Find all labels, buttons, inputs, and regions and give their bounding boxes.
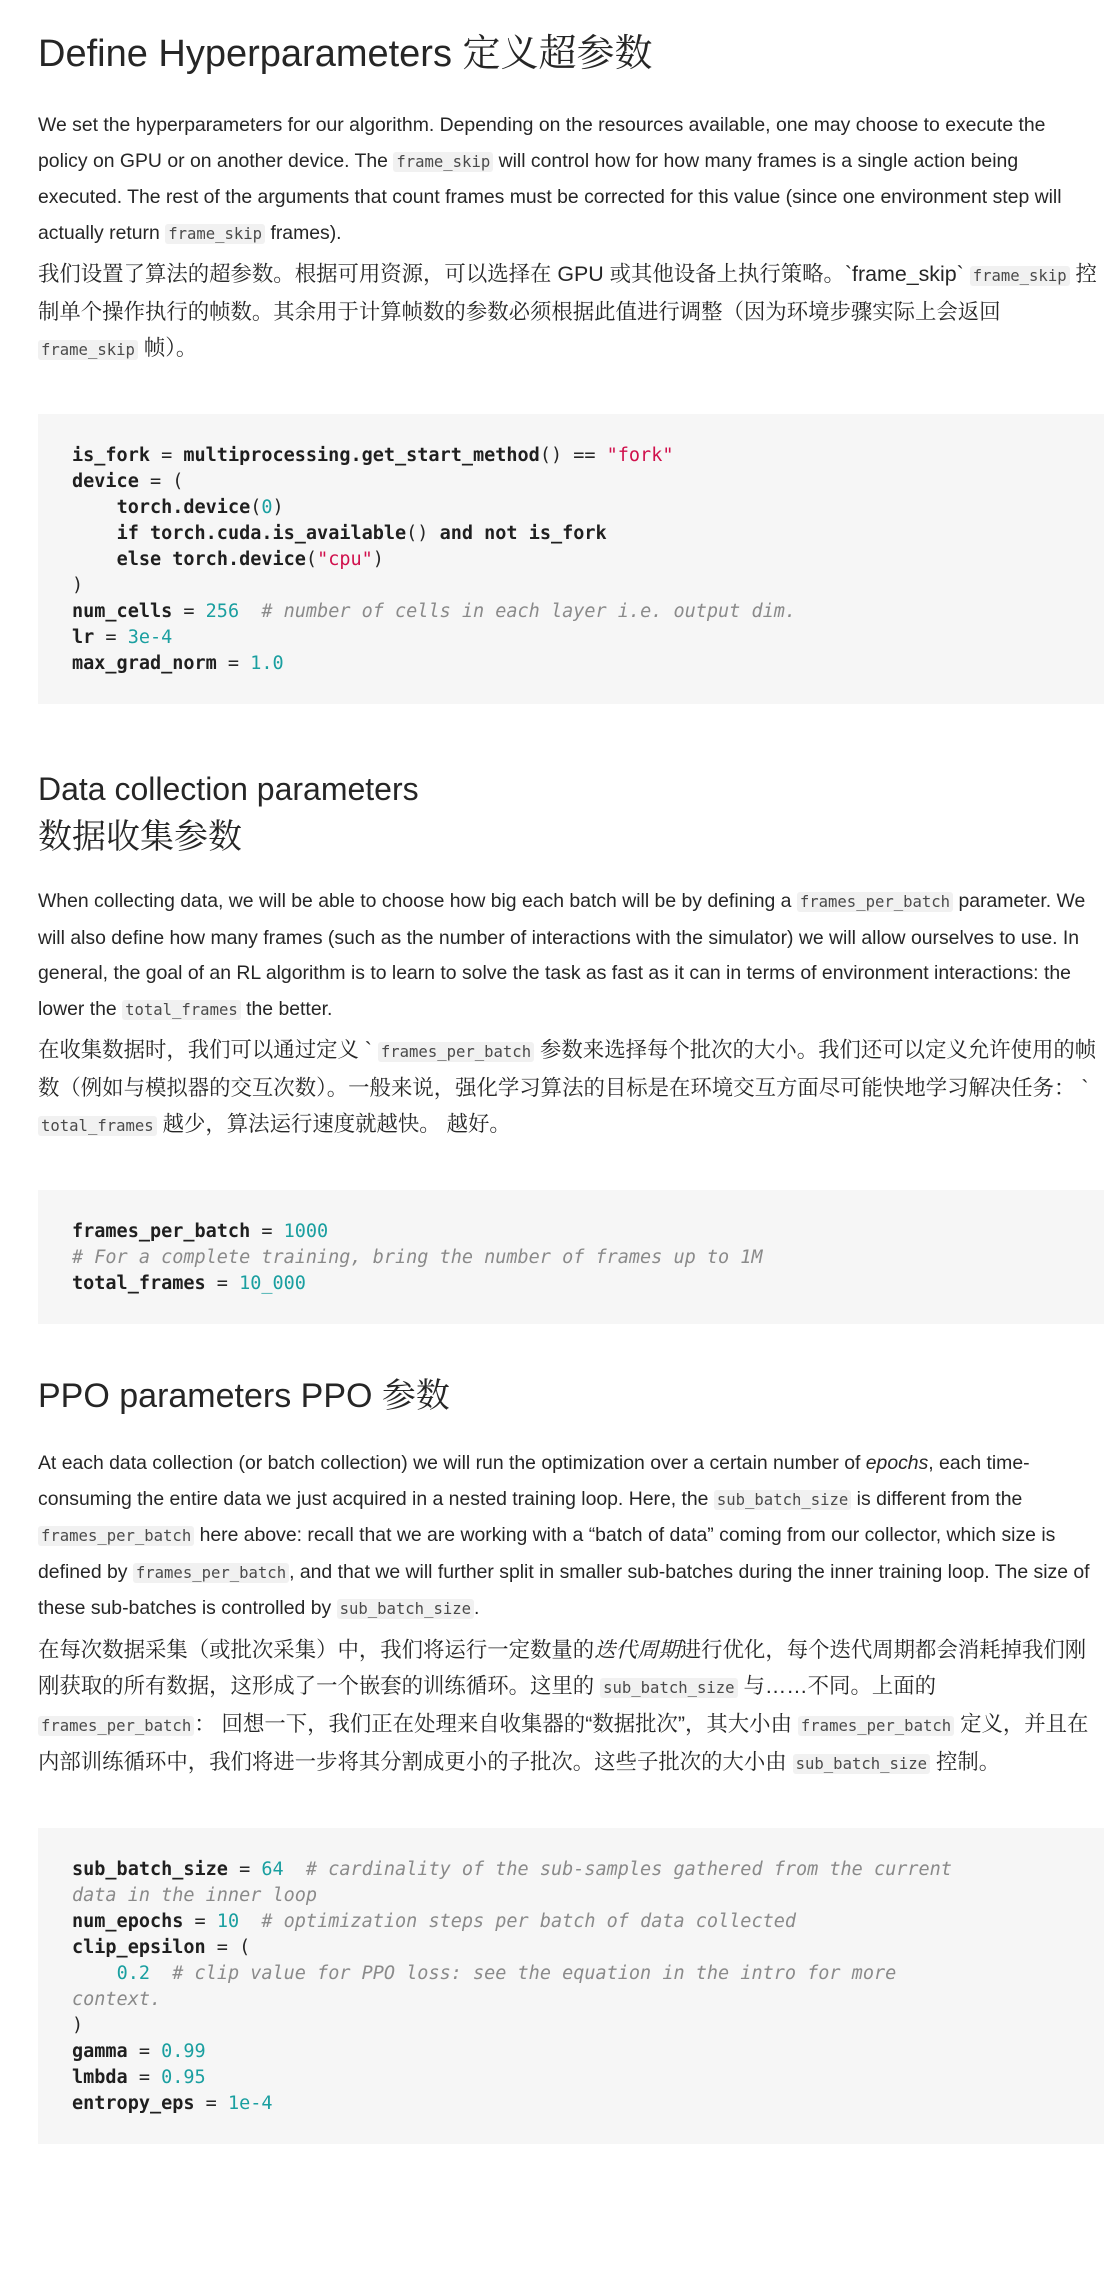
code-token: num_epochs bbox=[72, 1910, 184, 1932]
code-line bbox=[72, 573, 1104, 599]
code-block-data-collection[interactable] bbox=[38, 1190, 1104, 1324]
code-token: 0.95 bbox=[161, 2066, 206, 2088]
code-token: ) bbox=[72, 2014, 84, 2036]
inline-code: sub_batch_size bbox=[600, 1678, 737, 1698]
code-token: if bbox=[116, 523, 139, 544]
text-run: the better. bbox=[240, 997, 333, 1020]
text-run: 控制。 bbox=[930, 1749, 1001, 1774]
text-run: frames). bbox=[265, 221, 342, 244]
text-run: 进行优化，每个迭代周期都会消耗掉我们刚刚获取的所有数据，这形成了一个嵌套的训练循环。这里的 bbox=[38, 1637, 1087, 1698]
code-line bbox=[72, 599, 1104, 625]
code-token: # For a complete training, bring the number of frames up to 1M bbox=[72, 1247, 763, 1268]
hyper-paragraph-en bbox=[38, 108, 1100, 252]
code-token bbox=[473, 523, 484, 544]
code-token: () == bbox=[539, 445, 607, 466]
code-token: multiprocessing.get_start_method bbox=[183, 445, 540, 466]
code-token: # clip value for PPO loss: see the equation in the intro for more bbox=[172, 1962, 897, 1984]
code-token: = bbox=[216, 653, 251, 674]
code-token: clip_epsilon bbox=[72, 1936, 206, 1958]
code-token: frames_per_batch bbox=[72, 1221, 251, 1242]
code-token: lr bbox=[72, 627, 95, 648]
data-paragraph-zh bbox=[38, 1032, 1100, 1144]
code-line bbox=[72, 521, 1104, 547]
text-run: 参数来选择每个批次的大小。我们还可以定义允许使用的帧数（例如与模拟器的交互次数）。一般来说，强化学习算法的目标是在环境交互方面尽可能快地学习解决任务： ` bbox=[38, 1038, 1097, 1100]
code-token: () bbox=[406, 523, 440, 544]
inline-code: frames_per_batch bbox=[797, 892, 953, 912]
code-token bbox=[72, 549, 117, 570]
inline-code: frame_skip bbox=[38, 340, 138, 360]
code-token: = bbox=[94, 627, 128, 648]
code-token: 256 bbox=[205, 601, 240, 622]
code-line bbox=[72, 1271, 1104, 1297]
code-token: # number of cells in each layer i.e. output dim. bbox=[261, 601, 796, 622]
code-line bbox=[72, 2065, 1104, 2091]
code-token: ) bbox=[272, 497, 284, 518]
code-token: not bbox=[484, 523, 518, 544]
text-run: We set the hyperparameters for our algorithm. Depending on the resources available, one may choose to execute the policy on GPU or on another device. The bbox=[38, 114, 1046, 172]
code-token: 10 bbox=[216, 1910, 240, 1932]
code-token: total_frames bbox=[72, 1273, 206, 1294]
code-token: entropy_eps bbox=[72, 2092, 195, 2114]
code-token: # cardinality of the sub-samples gathered from the current bbox=[305, 1858, 952, 1880]
code-token: 0 bbox=[261, 497, 273, 518]
code-line bbox=[72, 2013, 1104, 2039]
code-line bbox=[72, 1909, 1104, 1935]
text-run: 定义，并且在内部训练循环中，我们将进一步将其分割成更小的子批次。这些子批次的大小由 bbox=[38, 1711, 1089, 1774]
code-block-ppo[interactable] bbox=[38, 1828, 1104, 2144]
code-token: ) bbox=[372, 549, 384, 570]
code-token: torch.cuda.is_available bbox=[149, 523, 407, 544]
inline-code: frames_per_batch bbox=[38, 1526, 194, 1546]
code-token: num_cells bbox=[72, 601, 173, 622]
text-run: 在收集数据时，我们可以通过定义 ` bbox=[38, 1038, 378, 1062]
text-run: 越少，算法运行速度就越快。 越好。 bbox=[156, 1112, 511, 1136]
text-run: will control how for how many frames is a single action being executed. The rest of the arguments that count frames must be corrected for this value (since one environment step will actually return bbox=[38, 149, 1062, 244]
emphasis-epochs: epochs bbox=[865, 1452, 929, 1474]
code-line bbox=[72, 1857, 1104, 1883]
text-run: here above: recall that we are working with a “batch of data” coming from our collector, which size is defined by bbox=[38, 1524, 1056, 1583]
code-line bbox=[72, 1935, 1104, 1961]
inline-code: sub_batch_size bbox=[714, 1490, 851, 1510]
code-token: = bbox=[127, 2040, 162, 2062]
code-token bbox=[72, 1963, 117, 1984]
section-title-hyperparameters: Define Hyperparameters 定义超参数 bbox=[38, 33, 653, 75]
code-token: ( bbox=[250, 497, 262, 518]
code-token: 1e-4 bbox=[227, 2092, 273, 2114]
text-run: . bbox=[474, 1597, 480, 1619]
inline-code: frame_skip bbox=[165, 224, 265, 244]
code-token: = bbox=[194, 2092, 228, 2114]
code-token: gamma bbox=[72, 2040, 128, 2062]
ppo-paragraph-zh bbox=[38, 1632, 1100, 1782]
code-line bbox=[72, 1987, 1104, 2013]
code-token: "fork" bbox=[606, 445, 674, 466]
code-token: lmbda bbox=[72, 2066, 128, 2088]
ppo-paragraph-en bbox=[38, 1446, 1100, 1628]
text-run: At each data collection (or batch collection) we will run the optimization over a certain number of bbox=[38, 1452, 866, 1474]
code-token: = bbox=[205, 1273, 240, 1294]
inline-code: frames_per_batch bbox=[38, 1716, 194, 1736]
code-token bbox=[284, 1859, 306, 1880]
code-block-hyperparameters[interactable] bbox=[38, 414, 1104, 704]
code-token bbox=[72, 523, 117, 544]
code-line bbox=[72, 1961, 1104, 1987]
code-line bbox=[72, 1245, 1104, 1271]
code-token: 10_000 bbox=[239, 1273, 306, 1294]
text-run: , each time-consuming the entire data we just acquired in a nested training loop. Here, the bbox=[38, 1452, 1030, 1510]
section-title-data-collection-zh: 数据收集参数 bbox=[38, 818, 242, 856]
code-token bbox=[72, 497, 117, 518]
code-line bbox=[72, 651, 1104, 677]
section-title-data-collection: Data collection parameters bbox=[38, 771, 419, 807]
code-token: = ( bbox=[138, 471, 184, 492]
code-token bbox=[239, 1911, 261, 1932]
code-line bbox=[72, 443, 1104, 469]
code-token: 1.0 bbox=[250, 653, 284, 674]
inline-code: frames_per_batch bbox=[378, 1042, 534, 1062]
code-token: ( bbox=[305, 549, 318, 570]
code-token: torch.device bbox=[172, 549, 306, 570]
text-run: 控制单个操作执行的帧数。其余用于计算帧数的参数必须根据此值进行调整（因为环境步骤实际上会返回 bbox=[38, 262, 1097, 324]
code-token: = bbox=[172, 601, 206, 622]
code-line bbox=[72, 469, 1104, 495]
inline-code: sub_batch_size bbox=[337, 1599, 474, 1619]
inline-code: frames_per_batch bbox=[133, 1563, 289, 1583]
code-token: else bbox=[116, 549, 162, 570]
code-line bbox=[72, 495, 1104, 521]
text-run: 在每次数据采集（或批次采集）中，我们将运行一定数量的 bbox=[38, 1637, 595, 1662]
text-run: 帧）。 bbox=[137, 336, 198, 360]
code-token: = bbox=[183, 1910, 217, 1932]
code-token: and bbox=[439, 523, 474, 544]
code-token: context. bbox=[72, 1988, 162, 2010]
text-run: When collecting data, we will be able to choose how big each batch will be by defining a bbox=[38, 890, 797, 912]
code-token: ) bbox=[72, 575, 84, 596]
data-paragraph-en bbox=[38, 884, 1100, 1028]
code-line bbox=[72, 2039, 1104, 2065]
code-token bbox=[161, 549, 172, 570]
code-token: sub_batch_size bbox=[72, 1858, 228, 1880]
inline-code: sub_batch_size bbox=[793, 1754, 930, 1774]
code-token bbox=[239, 601, 261, 622]
code-token: # optimization steps per batch of data collected bbox=[261, 1910, 796, 1932]
code-line bbox=[72, 625, 1104, 651]
code-token: max_grad_norm bbox=[72, 653, 217, 674]
code-line bbox=[72, 1883, 1104, 1909]
text-run: , and that we will further split in smaller sub-batches during the inner training loop. The size of these sub-batches is controlled by bbox=[38, 1560, 1090, 1619]
hyper-paragraph-zh bbox=[38, 256, 1100, 368]
emphasis-epochs-zh: 迭代周期 bbox=[594, 1637, 680, 1662]
text-run: 与……不同。上面的 bbox=[737, 1673, 937, 1698]
code-token: 0.99 bbox=[161, 2040, 206, 2062]
code-token: data in the inner loop bbox=[72, 1884, 318, 1906]
text-run: is different from the bbox=[851, 1487, 1023, 1510]
code-token: 64 bbox=[261, 1858, 284, 1880]
text-run: 我们设置了算法的超参数。根据可用资源，可以选择在 GPU 或其他设备上执行策略。`frame_skip` bbox=[38, 262, 970, 286]
inline-code: frame_skip bbox=[393, 152, 493, 172]
code-line bbox=[72, 1219, 1104, 1245]
code-token: 3e-4 bbox=[127, 627, 173, 648]
code-token: is_fork bbox=[72, 445, 150, 466]
code-line bbox=[72, 2091, 1104, 2117]
inline-code: frames_per_batch bbox=[798, 1716, 954, 1736]
code-line bbox=[72, 547, 1104, 573]
code-token: = bbox=[250, 1221, 284, 1242]
code-token: = ( bbox=[205, 1936, 251, 1958]
code-token: 0.2 bbox=[116, 1962, 150, 1984]
text-run: parameter. We will also define how many frames (such as the number of interactions with the simulator) we will allow ourselves to use. In general, the goal of an RL algorithm is to learn to solve the task as fast as it can in terms of environment interactions: the lower the bbox=[38, 890, 1086, 1020]
section-title-ppo: PPO parameters PPO 参数 bbox=[38, 1377, 450, 1415]
code-token: = bbox=[227, 1858, 262, 1880]
code-token bbox=[518, 523, 529, 544]
code-token: = bbox=[149, 445, 184, 466]
code-token: 1000 bbox=[283, 1221, 329, 1242]
inline-code: frame_skip bbox=[970, 266, 1070, 286]
code-token bbox=[150, 1963, 172, 1984]
code-token: "cpu" bbox=[317, 549, 373, 570]
inline-code: total_frames bbox=[38, 1116, 157, 1136]
code-token bbox=[139, 523, 150, 544]
inline-code: total_frames bbox=[122, 1000, 241, 1020]
code-token: torch.device bbox=[116, 497, 251, 518]
code-token: is_fork bbox=[528, 523, 607, 544]
code-token: device bbox=[72, 471, 139, 492]
text-run: ： 回想一下，我们正在处理来自收集器的“数据批次”，其大小由 bbox=[194, 1711, 798, 1736]
code-token: = bbox=[127, 2066, 162, 2088]
